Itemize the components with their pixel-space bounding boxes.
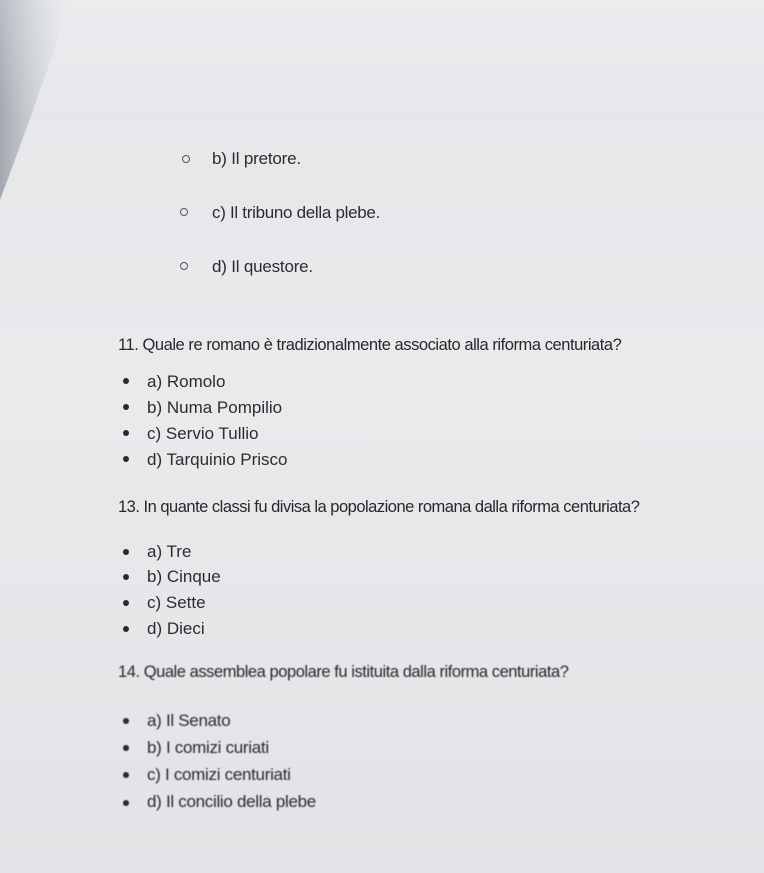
- question-13-text: 13. In quante classi fu divisa la popolazione romana dalla riforma centuriata?: [118, 498, 640, 516]
- q10-option-d: d) Il questore.: [212, 257, 313, 276]
- bullet-icon: [123, 378, 129, 384]
- q13-option-c: c) Sette: [147, 593, 206, 612]
- q11-option-c: c) Servio Tullio: [147, 424, 259, 443]
- q10-option-c: c) Il tribuno della plebe.: [212, 203, 380, 222]
- q13-option-b: b) Cinque: [147, 567, 221, 586]
- bullet-icon: [123, 800, 129, 806]
- bullet-icon: [123, 549, 129, 555]
- question-11-text: 11. Quale re romano è tradizionalmente associato alla riforma centuriata?: [118, 336, 622, 354]
- q10-option-b: b) Il pretore.: [212, 149, 301, 168]
- bullet-icon: [123, 772, 129, 778]
- q11-option-b: b) Numa Pompilio: [147, 398, 283, 417]
- bullet-icon: [123, 626, 129, 632]
- radio-bullet-icon[interactable]: [182, 155, 190, 163]
- radio-bullet-icon[interactable]: [180, 262, 188, 270]
- q11-option-d: d) Tarquinio Prisco: [147, 450, 288, 469]
- bullet-icon: [123, 456, 129, 462]
- bullet-icon: [123, 745, 129, 751]
- question-14-text: 14. Quale assemblea popolare fu istituita dalla riforma centuriata?: [118, 663, 569, 681]
- q13-option-a: a) Tre: [147, 542, 192, 561]
- q11-option-a: a) Romolo: [147, 372, 226, 391]
- q14-option-b: b) I comizi curiati: [147, 738, 269, 757]
- q13-option-d: d) Dieci: [147, 619, 205, 638]
- q14-option-d: d) Il concilio della plebe: [147, 792, 316, 811]
- bullet-icon: [123, 718, 129, 724]
- bullet-icon: [123, 574, 129, 580]
- radio-bullet-icon[interactable]: [180, 208, 188, 216]
- bullet-icon: [123, 404, 129, 410]
- bullet-icon: [123, 600, 129, 606]
- q14-option-c: c) I comizi centuriati: [147, 765, 291, 784]
- q14-option-a: a) Il Senato: [147, 711, 231, 730]
- bullet-icon: [123, 430, 129, 436]
